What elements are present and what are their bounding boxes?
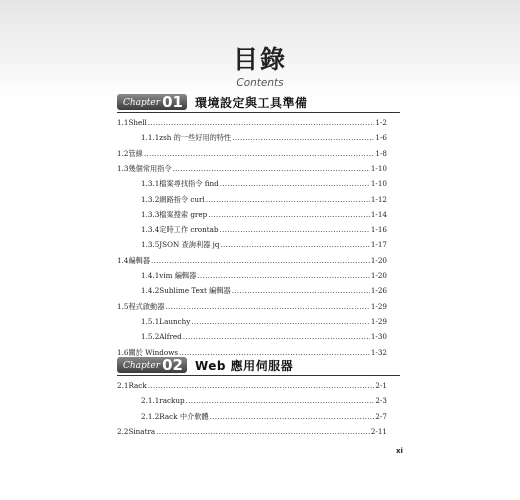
- page-title: 目錄: [232, 45, 287, 74]
- toc-entry-title: 關於 Windows: [128, 347, 179, 357]
- toc-entry-number: 1.4.2: [141, 286, 160, 296]
- toc-entry[interactable]: [117, 381, 387, 390]
- toc-entry[interactable]: [141, 396, 387, 405]
- chapter-2-rule: [117, 375, 400, 376]
- dot-leader: [197, 271, 370, 280]
- toc-entry-page: 1-30: [370, 332, 387, 342]
- dot-leader: [210, 412, 375, 421]
- toc-entry-title: 編輯器: [128, 255, 151, 265]
- toc-entry-number: 2.2: [117, 426, 129, 436]
- toc-entry-page: 2-1: [375, 381, 387, 390]
- toc-entry-page: 2-11: [370, 426, 387, 436]
- toc-entry-page: 1-20: [370, 255, 387, 265]
- toc-entry-title: 網路指令 curl: [159, 194, 205, 204]
- toc-entry-number: 1.1: [117, 118, 129, 127]
- toc-entry-number: 2.1.2: [141, 411, 160, 421]
- toc-entry-page: 1-29: [370, 316, 387, 326]
- dot-leader: [220, 179, 370, 188]
- dot-leader: [220, 225, 370, 234]
- toc-entry-number: 1.5.1: [141, 316, 160, 326]
- toc-entry-title: Sublime Text 編輯器: [159, 286, 231, 296]
- toc-entry-page: 2-7: [375, 411, 387, 421]
- dot-leader: [232, 286, 370, 295]
- dot-leader: [156, 427, 370, 436]
- toc-entry[interactable]: [141, 317, 387, 326]
- toc-entry-page: 1-17: [370, 240, 387, 250]
- toc-entry[interactable]: [141, 412, 387, 421]
- toc-entry[interactable]: [141, 332, 387, 341]
- toc-entry-number: 2.1.1: [141, 396, 160, 406]
- toc-entry-title: 管線: [128, 148, 143, 158]
- toc-entry-title: 檔案尋找指令 find: [159, 179, 219, 189]
- toc-entry-number: 1.3.3: [141, 209, 160, 219]
- toc-entry-title: 程式啟動器: [128, 301, 165, 311]
- toc-entry[interactable]: [117, 164, 387, 173]
- toc-entry[interactable]: [117, 149, 387, 158]
- dot-leader: [148, 381, 375, 390]
- toc-entry[interactable]: [141, 286, 387, 295]
- toc-entry-title: vim 編輯器: [159, 271, 197, 280]
- toc-entry[interactable]: [141, 210, 387, 219]
- toc-entry-number: 1.3: [117, 163, 129, 173]
- toc-entry[interactable]: [141, 133, 387, 142]
- chapter-title: 環境設定與工具準備: [194, 95, 308, 110]
- toc-entry-page: 2-3: [375, 396, 387, 406]
- toc-entry[interactable]: [117, 348, 387, 357]
- dot-leader: [232, 133, 374, 142]
- toc-entry[interactable]: [141, 240, 387, 249]
- dot-leader: [179, 348, 370, 357]
- chapter-1-badge: [117, 94, 187, 110]
- toc-entry-page: 1-20: [370, 271, 387, 280]
- dot-leader: [186, 396, 375, 405]
- dot-leader: [183, 332, 370, 341]
- toc-entry[interactable]: [141, 271, 387, 280]
- toc-entry[interactable]: [141, 179, 387, 188]
- toc-entry-title: Rack: [128, 381, 147, 390]
- toc-entry-number: 1.5: [117, 301, 129, 311]
- toc-entry-page: 1-8: [375, 148, 387, 158]
- toc-entry-number: 1.3.4: [141, 225, 160, 235]
- page-subtitle: Contents: [236, 77, 284, 89]
- toc-entry-title: 定時工作 crontab: [159, 225, 219, 235]
- page-number: xi: [396, 447, 403, 455]
- toc-entry-page: 1-26: [370, 286, 387, 296]
- toc-entry-page: 1-10: [370, 163, 387, 173]
- toc-entry-number: 1.1.1: [141, 133, 160, 143]
- toc-entry-page: 1-12: [370, 194, 387, 204]
- toc-entry[interactable]: [117, 118, 387, 127]
- chapter-2-badge: [117, 357, 187, 373]
- toc-entry-number: 1.3.5: [141, 240, 160, 250]
- chapter-number: 01: [162, 93, 183, 111]
- toc-entry-title: Alfred: [159, 332, 182, 342]
- dot-leader: [191, 317, 370, 326]
- dot-leader: [144, 149, 375, 158]
- toc-entry-title: 檔案搜索 grep: [159, 209, 208, 219]
- chapter-word: Chapter: [123, 361, 161, 371]
- toc-entry-number: 1.5.2: [141, 332, 160, 342]
- toc-entry-number: 1.6: [117, 347, 129, 357]
- dot-leader: [151, 256, 370, 265]
- toc-entry-page: 1-16: [370, 225, 387, 235]
- dot-leader: [173, 164, 370, 173]
- toc-entry-number: 1.2: [117, 148, 129, 158]
- toc-entry-title: JSON 查詢利器 jq: [159, 240, 220, 250]
- toc-entry-title: Launchy: [159, 316, 191, 326]
- toc-entry[interactable]: [141, 195, 387, 204]
- toc-entry[interactable]: [117, 427, 387, 436]
- dot-leader: [220, 240, 369, 249]
- toc-entry-page: 1-10: [370, 179, 387, 189]
- toc-entry-number: 1.3.1: [141, 179, 160, 189]
- toc-entry-title: rackup: [159, 396, 185, 406]
- toc-entry[interactable]: [117, 302, 387, 311]
- toc-entry-title: Shell: [128, 118, 147, 127]
- chapter-word: Chapter: [123, 98, 161, 108]
- toc-entry-page: 1-29: [370, 301, 387, 311]
- contents-heading: [0, 40, 520, 89]
- chapter-number: 02: [162, 356, 183, 374]
- toc-entry[interactable]: [117, 256, 387, 265]
- dot-leader: [165, 302, 369, 311]
- dot-leader: [148, 118, 375, 127]
- toc-entry-number: 1.3.2: [141, 194, 160, 204]
- chapter-1-rule: [117, 112, 400, 113]
- toc-entry-page: 1-14: [370, 209, 387, 219]
- toc-entry-number: 1.4: [117, 255, 129, 265]
- toc-entry-title: 幾個常用指令: [128, 163, 172, 173]
- chapter-2-header: [117, 355, 293, 375]
- chapter-1-header: [117, 92, 307, 112]
- toc-entry-number: 2.1: [117, 381, 129, 390]
- toc-entry-number: 1.4.1: [141, 271, 160, 280]
- toc-entry-page: 1-32: [370, 347, 387, 357]
- chapter-title: Web 應用伺服器: [194, 358, 294, 373]
- dot-leader: [206, 195, 370, 204]
- toc-entry-title: zsh 的一些好用的特性: [159, 133, 232, 143]
- dot-leader: [208, 210, 370, 219]
- toc-entry-title: Rack 中介軟體: [159, 411, 209, 421]
- toc-entry-title: Sinatra: [128, 426, 156, 436]
- toc-entry[interactable]: [141, 225, 387, 234]
- toc-entry-page: 1-6: [375, 133, 387, 143]
- toc-entry-page: 1-2: [375, 118, 387, 127]
